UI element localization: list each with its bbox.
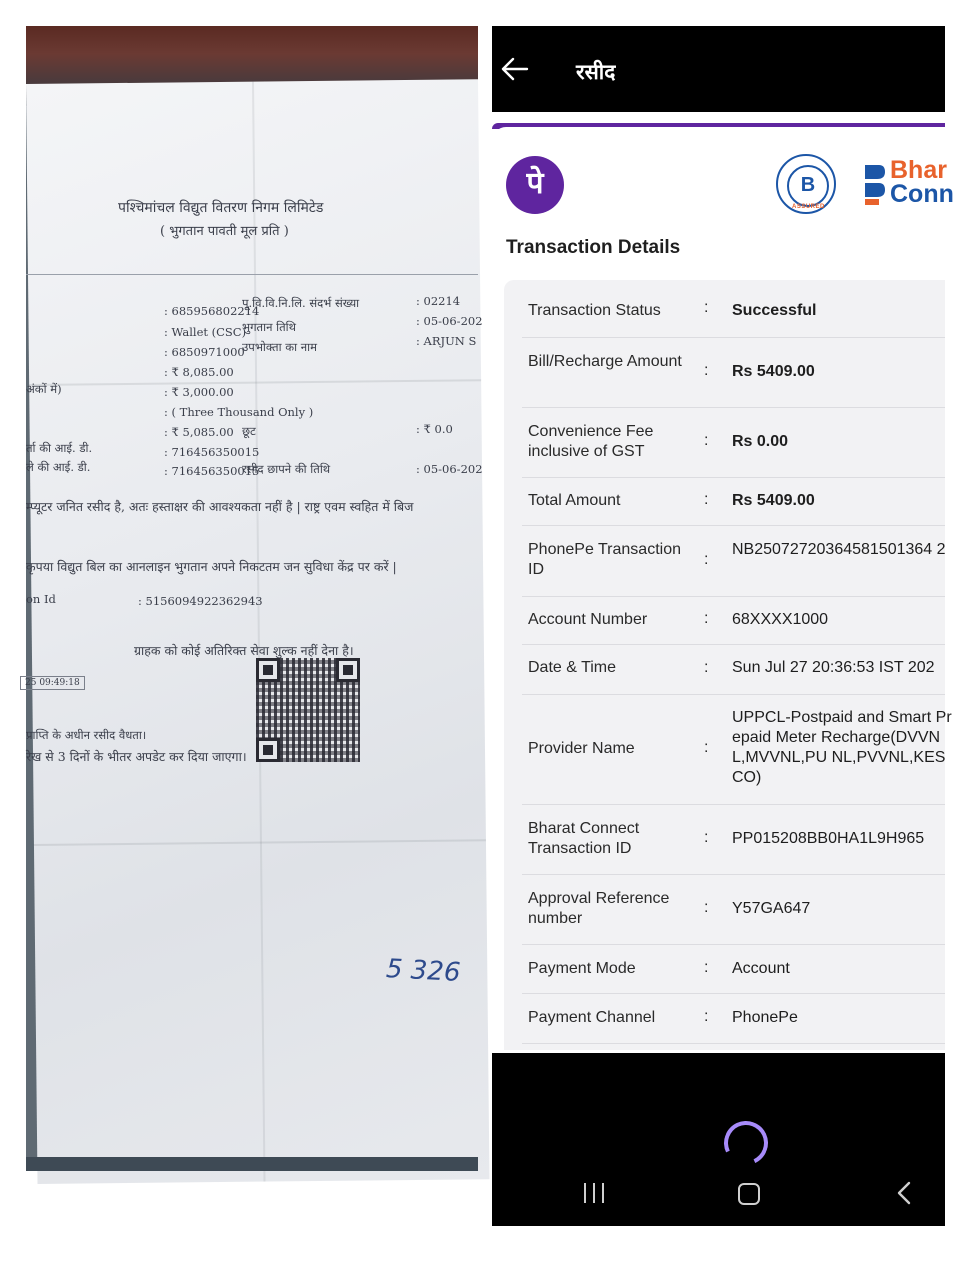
card-top-edge bbox=[492, 127, 945, 147]
section-title: Transaction Details bbox=[506, 237, 681, 258]
detail-colon: : bbox=[704, 362, 709, 379]
bharat-wordmark-line2: Conn bbox=[890, 180, 954, 208]
receipt-line: : 05-06-202 bbox=[416, 314, 483, 328]
detail-row bbox=[522, 596, 945, 645]
receipt-line: रेख से 3 दिनों के भीतर अपडेट कर दिया जाएगा। bbox=[26, 749, 247, 764]
receipt-subtitle: ( भुगतान पावती मूल प्रति ) bbox=[160, 224, 289, 239]
receipt-line: ग्राहक को कोई अतिरिक्त सेवा शुल्क नहीं देना है। bbox=[134, 643, 354, 658]
detail-colon: : bbox=[704, 899, 709, 916]
receipt-line: : 685956802214 bbox=[164, 304, 260, 318]
detail-row bbox=[522, 694, 952, 805]
phone-screen bbox=[492, 26, 954, 1226]
detail-colon: : bbox=[704, 491, 709, 508]
receipt-line: कृपया विद्युत बिल का आनलाइन भुगतान अपने निकटतम जन सुविधा केंद्र पर करें | bbox=[26, 559, 397, 574]
nav-back-icon[interactable] bbox=[894, 1181, 916, 1205]
detail-value: 68XXXX1000 bbox=[732, 611, 829, 628]
assured-b-mark: B bbox=[787, 165, 829, 207]
detail-row bbox=[522, 280, 945, 338]
detail-label: Transaction Status bbox=[528, 302, 661, 319]
detail-label: Payment Mode bbox=[528, 960, 636, 977]
home-icon[interactable] bbox=[738, 1183, 760, 1205]
receipt-line: उपभोक्ता का नाम bbox=[242, 340, 317, 354]
phonepe-logo: पे bbox=[506, 156, 564, 214]
receipt-line: : 05-06-202 bbox=[416, 462, 483, 476]
detail-label: Payment Channel bbox=[528, 1009, 656, 1026]
detail-colon: : bbox=[704, 659, 709, 676]
photo-background-bottom bbox=[26, 1157, 478, 1171]
detail-colon: : bbox=[704, 1008, 709, 1025]
detail-row bbox=[522, 407, 945, 478]
receipt-line: : ARJUN S bbox=[416, 334, 477, 348]
detail-colon: : bbox=[704, 739, 709, 756]
handwritten-note: 5 326 bbox=[385, 954, 462, 988]
paper-receipt bbox=[26, 79, 489, 1184]
detail-row bbox=[522, 993, 945, 1044]
transaction-details-card bbox=[504, 280, 952, 1050]
receipt-timestamp-stamp: 25 09:49:18 bbox=[20, 676, 85, 690]
receipt-line: : ₹ 8,085.00 bbox=[164, 365, 234, 379]
bharat-connect-wordmark bbox=[890, 158, 954, 206]
receipt-line: : 6850971000 bbox=[164, 345, 245, 359]
receipt-line: : 716456350015 bbox=[164, 445, 260, 459]
receipt-title: पश्चिमांचल विद्युत वितरण निगम लिमिटेड bbox=[118, 200, 324, 216]
app-bar bbox=[492, 26, 945, 112]
detail-label: Approval Reference number bbox=[528, 890, 670, 927]
receipt-line: रसीद छापने की तिथि bbox=[242, 462, 331, 476]
receipt-line: on Id bbox=[26, 592, 56, 606]
receipt-line: : ₹ 5,085.00 bbox=[164, 425, 234, 439]
paper-fold bbox=[252, 82, 266, 1182]
detail-value: PP015208BB0HA1L9H965 bbox=[732, 830, 925, 847]
loading-spinner-icon bbox=[718, 1115, 774, 1171]
detail-row bbox=[522, 525, 945, 597]
detail-value: Rs 5409.00 bbox=[732, 492, 815, 509]
receipt-divider bbox=[26, 274, 478, 275]
detail-label: Provider Name bbox=[528, 740, 635, 757]
receipt-line: र्ता की आई. डी. bbox=[26, 441, 93, 455]
receipt-line: : ₹ 0.0 bbox=[416, 422, 453, 436]
detail-label: Total Amount bbox=[528, 492, 621, 509]
detail-label: Date & Time bbox=[528, 659, 617, 676]
bharat-connect-assured-logo bbox=[776, 154, 836, 214]
detail-value: NB25072720364581501364 2 bbox=[732, 541, 946, 558]
qr-finder bbox=[256, 738, 280, 762]
receipt-photo bbox=[25, 26, 483, 1171]
receipt-line: : ₹ 3,000.00 bbox=[164, 385, 234, 399]
detail-value: Y57GA647 bbox=[732, 900, 811, 917]
detail-value: Successful bbox=[732, 302, 817, 319]
receipt-line: अंकों में) bbox=[26, 382, 62, 396]
detail-label: Account Number bbox=[528, 611, 648, 628]
qr-code bbox=[256, 658, 360, 762]
page-title: रसीद bbox=[576, 60, 616, 84]
receipt-line: पू.वि.वि.नि.लि. संदर्भ संख्या bbox=[242, 296, 360, 310]
bharat-connect-mark-icon bbox=[863, 163, 887, 207]
receipt-line: प्राप्ति के अधीन रसीद वैधता। bbox=[26, 728, 147, 742]
detail-colon: : bbox=[704, 958, 709, 976]
receipt-line: भुगतान तिथि bbox=[242, 320, 296, 334]
detail-row bbox=[522, 804, 945, 875]
receipt-line: ले की आई. डी. bbox=[26, 460, 91, 474]
detail-value: UPPCL-Postpaid and Smart Prepaid Meter Recharge(DVVNL,MVVNL,PU NL,PVVNL,KESCO) bbox=[732, 709, 952, 786]
bharat-wordmark-line1: Bhar bbox=[890, 156, 947, 184]
detail-value: PhonePe bbox=[732, 1009, 798, 1026]
detail-row bbox=[522, 874, 945, 945]
assured-label: ASSURED bbox=[792, 204, 825, 210]
detail-value: Sun Jul 27 20:36:53 IST 202 bbox=[732, 659, 935, 676]
detail-row bbox=[522, 337, 945, 408]
qr-finder bbox=[256, 658, 280, 682]
detail-colon: : bbox=[704, 829, 709, 846]
receipt-line: : 02214 bbox=[416, 294, 461, 308]
receipt-line: : 5156094922362943 bbox=[138, 594, 263, 608]
receipt-line: : 716456350015 bbox=[164, 464, 260, 478]
detail-value: Account bbox=[732, 960, 790, 977]
detail-row bbox=[522, 944, 945, 994]
detail-row bbox=[522, 644, 945, 695]
detail-colon: : bbox=[704, 610, 709, 627]
detail-colon: : bbox=[704, 432, 709, 449]
detail-value: Rs 5409.00 bbox=[732, 363, 815, 380]
detail-colon: : bbox=[704, 550, 709, 568]
detail-row bbox=[522, 477, 945, 526]
back-arrow-icon[interactable] bbox=[500, 56, 530, 82]
detail-label: Bill/Recharge Amount bbox=[528, 353, 682, 370]
detail-label: Bharat Connect Transaction ID bbox=[528, 820, 640, 857]
receipt-line: म्प्यूटर जनित रसीद है, अतः हस्ताक्षर की आवश्यकता नहीं है | राष्ट्र एवम स्वहित में बिज bbox=[26, 499, 414, 514]
detail-value: Rs 0.00 bbox=[732, 433, 789, 450]
detail-label: PhonePe Transaction ID bbox=[528, 541, 681, 578]
receipt-line: छूट bbox=[242, 424, 256, 438]
detail-colon: : bbox=[704, 298, 709, 316]
detail-label: Convenience Fee inclusive of GST bbox=[528, 423, 654, 460]
receipt-line: : ( Three Thousand Only ) bbox=[164, 405, 314, 419]
qr-finder bbox=[336, 658, 360, 682]
system-navigation-bar bbox=[492, 1053, 945, 1226]
recent-apps-icon[interactable] bbox=[584, 1183, 606, 1203]
receipt-line: : Wallet (CSC) bbox=[164, 325, 247, 339]
